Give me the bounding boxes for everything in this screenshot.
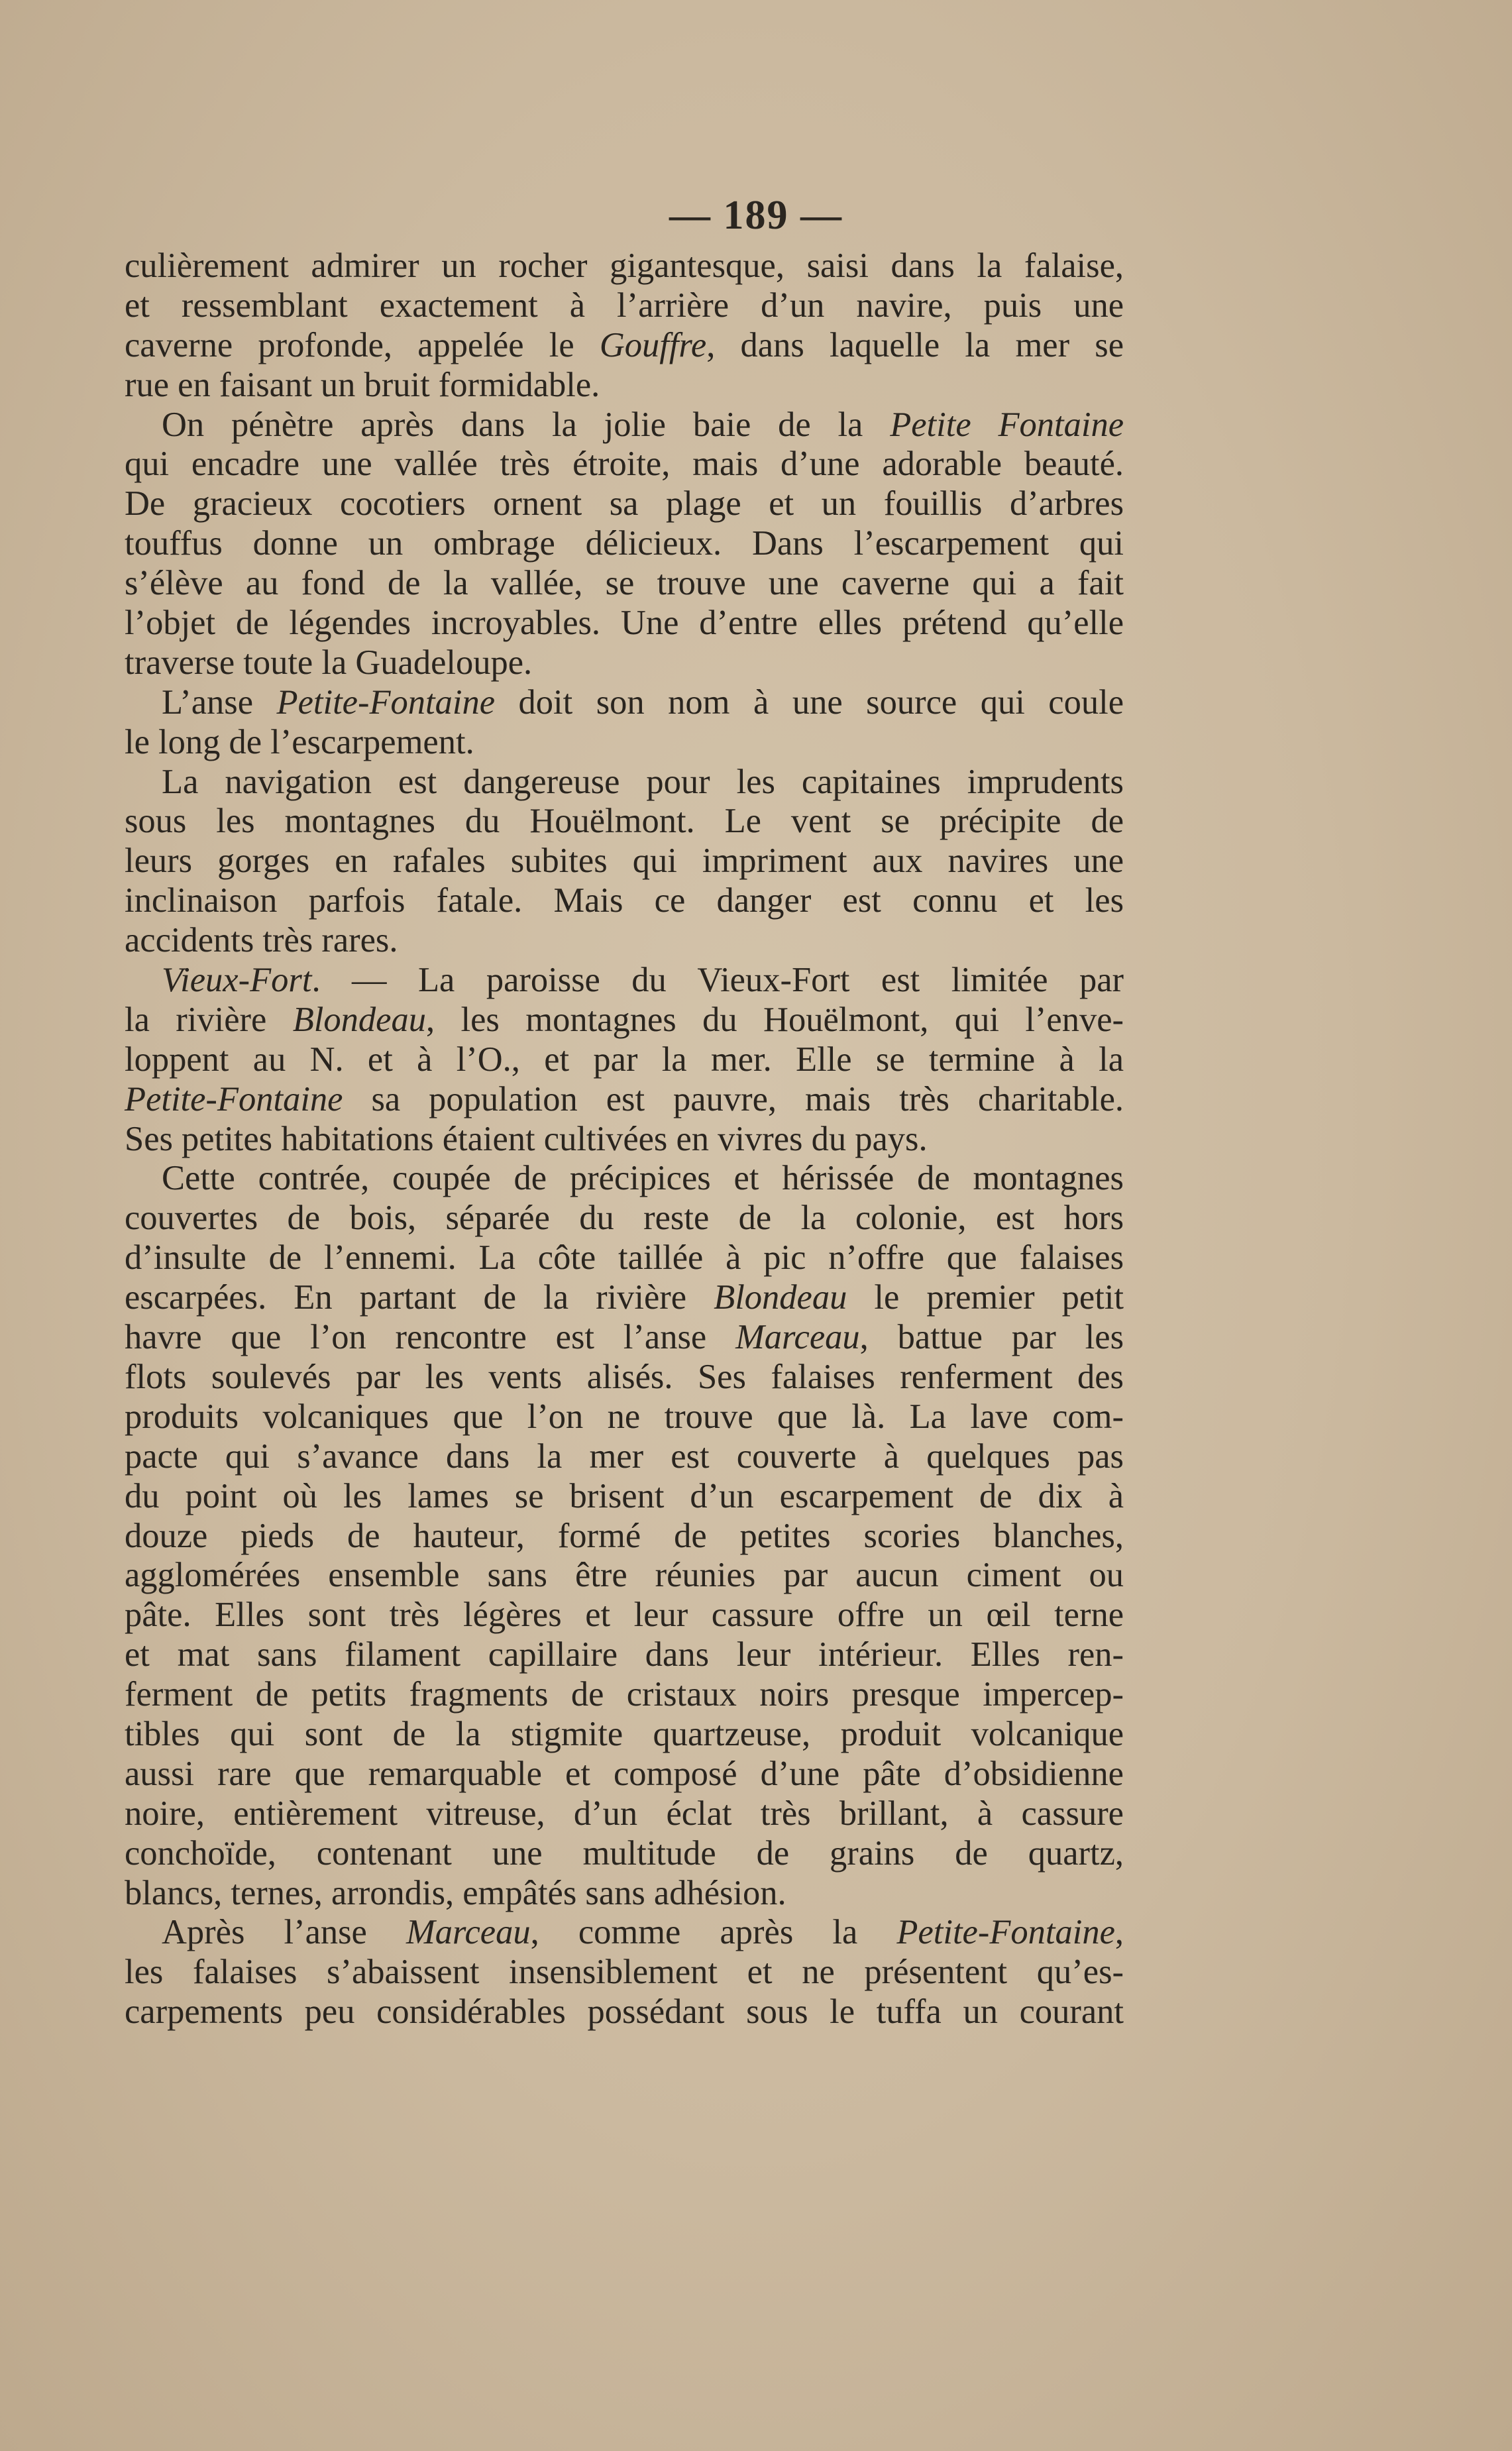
text-segment: accidents très rares. [125, 921, 398, 960]
text-line [125, 643, 1124, 683]
text-segment: escarpées. En partant de la rivière [125, 1278, 714, 1317]
text-line [125, 1437, 1124, 1477]
text-segment: tibles qui sont de la stigmite quartzeuse, produit volcanique [125, 1714, 1124, 1753]
text-segment: touffus donne un ombrage délicieux. Dans l’escarpement qui [125, 524, 1124, 563]
text-line [125, 1278, 1124, 1318]
text-segment: produits volcaniques que l’on ne trouve que là. La lave com- [125, 1397, 1124, 1436]
text-line [125, 1675, 1124, 1715]
text-line [125, 1715, 1124, 1755]
text-line [125, 484, 1124, 524]
text-segment: , battue par les [859, 1318, 1124, 1357]
italic-text: Marceau [406, 1913, 531, 1952]
text-segment: d’insulte de l’ennemi. La côte taillée à pic n’offre que falaises [125, 1238, 1124, 1278]
text-segment: caverne profonde, appelée le [125, 325, 600, 364]
text-segment: conchoïde, contenant une multitude de grains de quartz, [125, 1833, 1124, 1873]
italic-text: Blondeau [714, 1278, 847, 1317]
text-segment: le long de l’escarpement. [125, 722, 474, 761]
text-segment: pacte qui s’avance dans la mer est couverte à quelques pas [125, 1437, 1124, 1476]
text-line [125, 326, 1124, 366]
text-segment: blancs, ternes, arrondis, empâtés sans adhésion. [125, 1873, 786, 1912]
text-segment: et mat sans filament capillaire dans leur intérieur. Elles ren- [125, 1635, 1124, 1674]
text-segment: loppent au N. et à l’O., et par la mer. Elle se termine à la [125, 1040, 1124, 1079]
text-segment: la rivière [125, 1000, 293, 1039]
text-segment: du point où les lames se brisent d’un escarpement de dix à [125, 1476, 1124, 1515]
text-segment: . — La paroisse du Vieux-Fort est limitée par [311, 961, 1124, 1000]
text-line [125, 1397, 1124, 1437]
text-segment: et ressemblant exactement à l’arrière d’un navire, puis une [125, 286, 1124, 325]
italic-text: Petite-Fontaine [276, 682, 496, 722]
text-line [125, 524, 1124, 564]
text-segment: agglomérées ensemble sans être réunies par aucun ciment ou [125, 1556, 1124, 1595]
text-line [125, 921, 1124, 961]
text-line [125, 1040, 1124, 1080]
text-segment: noire, entièrement vitreuse, d’un éclat très brillant, à cassure [125, 1794, 1124, 1833]
text-segment: inclinaison parfois fatale. Mais ce danger est connu et les [125, 881, 1124, 920]
italic-text: Petite-Fontaine [125, 1079, 343, 1118]
text-segment: sa population est pauvre, mais très charitable. [343, 1079, 1124, 1118]
text-line [125, 802, 1124, 842]
italic-text: Gouffre [599, 325, 707, 364]
text-line [125, 1635, 1124, 1675]
text-line [125, 406, 1124, 445]
italic-text: Blondeau [292, 1000, 426, 1039]
text-line [125, 1596, 1124, 1635]
text-segment: De gracieux cocotiers ornent sa plage et un fouillis d’arbres [125, 484, 1124, 523]
text-segment: Après l’anse [162, 1913, 406, 1952]
text-line [125, 1120, 1124, 1160]
text-line [125, 564, 1124, 604]
text-segment: doit son nom à une source qui coule [495, 682, 1124, 722]
text-segment: Cette contrée, coupée de précipices et hérissée de montagnes [162, 1159, 1124, 1198]
text-segment: culièrement admirer un rocher gigantesque, saisi dans la falaise, [125, 246, 1124, 285]
text-segment: , dans laquelle la mer se [706, 325, 1124, 364]
italic-text: Petite Fontaine [890, 405, 1124, 444]
text-line [125, 881, 1124, 921]
text-segment: L’anse [162, 682, 277, 722]
text-line [125, 1080, 1124, 1120]
text-segment: les falaises s’abaissent insensiblement et ne présentent qu’es- [125, 1953, 1124, 1992]
text-segment: rue en faisant un bruit formidable. [125, 365, 600, 404]
text-segment: traverse toute la Guadeloupe. [125, 643, 533, 682]
text-line [125, 1517, 1124, 1556]
text-segment: l’objet de légendes incroyables. Une d’entre elles prétend qu’elle [125, 604, 1124, 643]
text-line [125, 1358, 1124, 1397]
text-line [125, 246, 1124, 286]
text-line [125, 1001, 1124, 1040]
text-line [125, 1794, 1124, 1834]
text-segment: sous les montagnes du Houëlmont. Le vent se précipite de [125, 802, 1124, 841]
italic-text: Vieux-Fort [162, 961, 312, 1000]
text-line [125, 1159, 1124, 1199]
text-segment: , comme après la [530, 1913, 897, 1952]
text-segment: pâte. Elles sont très légères et leur cassure offre un œil terne [125, 1596, 1124, 1635]
text-segment: , [1114, 1913, 1124, 1952]
text-line [125, 1834, 1124, 1874]
text-segment: s’élève au fond de la vallée, se trouve une caverne qui a fait [125, 564, 1124, 603]
text-segment: , les montagnes du Houëlmont, qui l’enve- [425, 1000, 1124, 1039]
body-text [125, 246, 1124, 2032]
text-segment: carpements peu considérables possédant sous le tuffa un courant [125, 1992, 1124, 2032]
italic-text: Marceau [735, 1318, 860, 1357]
text-line [125, 1238, 1124, 1278]
text-line [125, 1477, 1124, 1517]
text-line [125, 445, 1124, 484]
text-line [125, 723, 1124, 763]
text-line [125, 1199, 1124, 1238]
text-line [125, 683, 1124, 723]
text-segment: douze pieds de hauteur, formé de petites scories blanches, [125, 1516, 1124, 1555]
text-segment: Ses petites habitations étaient cultivées en vivres du pays. [125, 1119, 928, 1158]
text-line [125, 1992, 1124, 2032]
text-line [125, 961, 1124, 1001]
text-line [125, 1953, 1124, 1992]
text-segment: leurs gorges en rafales subites qui impriment aux navires une [125, 842, 1124, 881]
text-line [125, 604, 1124, 643]
text-line [125, 842, 1124, 881]
text-line [125, 1874, 1124, 1914]
text-line [125, 286, 1124, 326]
text-line [125, 1755, 1124, 1794]
text-segment: On pénètre après dans la jolie baie de la [162, 405, 891, 444]
text-segment: La navigation est dangereuse pour les capitaines imprudents [162, 762, 1124, 801]
text-segment: couvertes de bois, séparée du reste de la colonie, est hors [125, 1199, 1124, 1238]
text-line [125, 1913, 1124, 1953]
text-segment: ferment de petits fragments de cristaux noirs presque impercep- [125, 1675, 1124, 1714]
text-segment: le premier petit [847, 1278, 1124, 1317]
italic-text: Petite-Fontaine [896, 1913, 1115, 1952]
text-segment: qui encadre une vallée très étroite, mais d’une adorable beauté. [125, 445, 1124, 484]
text-segment: flots soulevés par les vents alisés. Ses falaises renferment des [125, 1357, 1124, 1396]
text-line [125, 366, 1124, 406]
text-line [125, 1556, 1124, 1596]
text-line [125, 763, 1124, 802]
text-line [125, 1318, 1124, 1358]
page-number: — 189 — [669, 193, 843, 238]
text-segment: aussi rare que remarquable et composé d’une pâte d’obsidienne [125, 1754, 1124, 1793]
text-segment: havre que l’on rencontre est l’anse [125, 1318, 736, 1357]
